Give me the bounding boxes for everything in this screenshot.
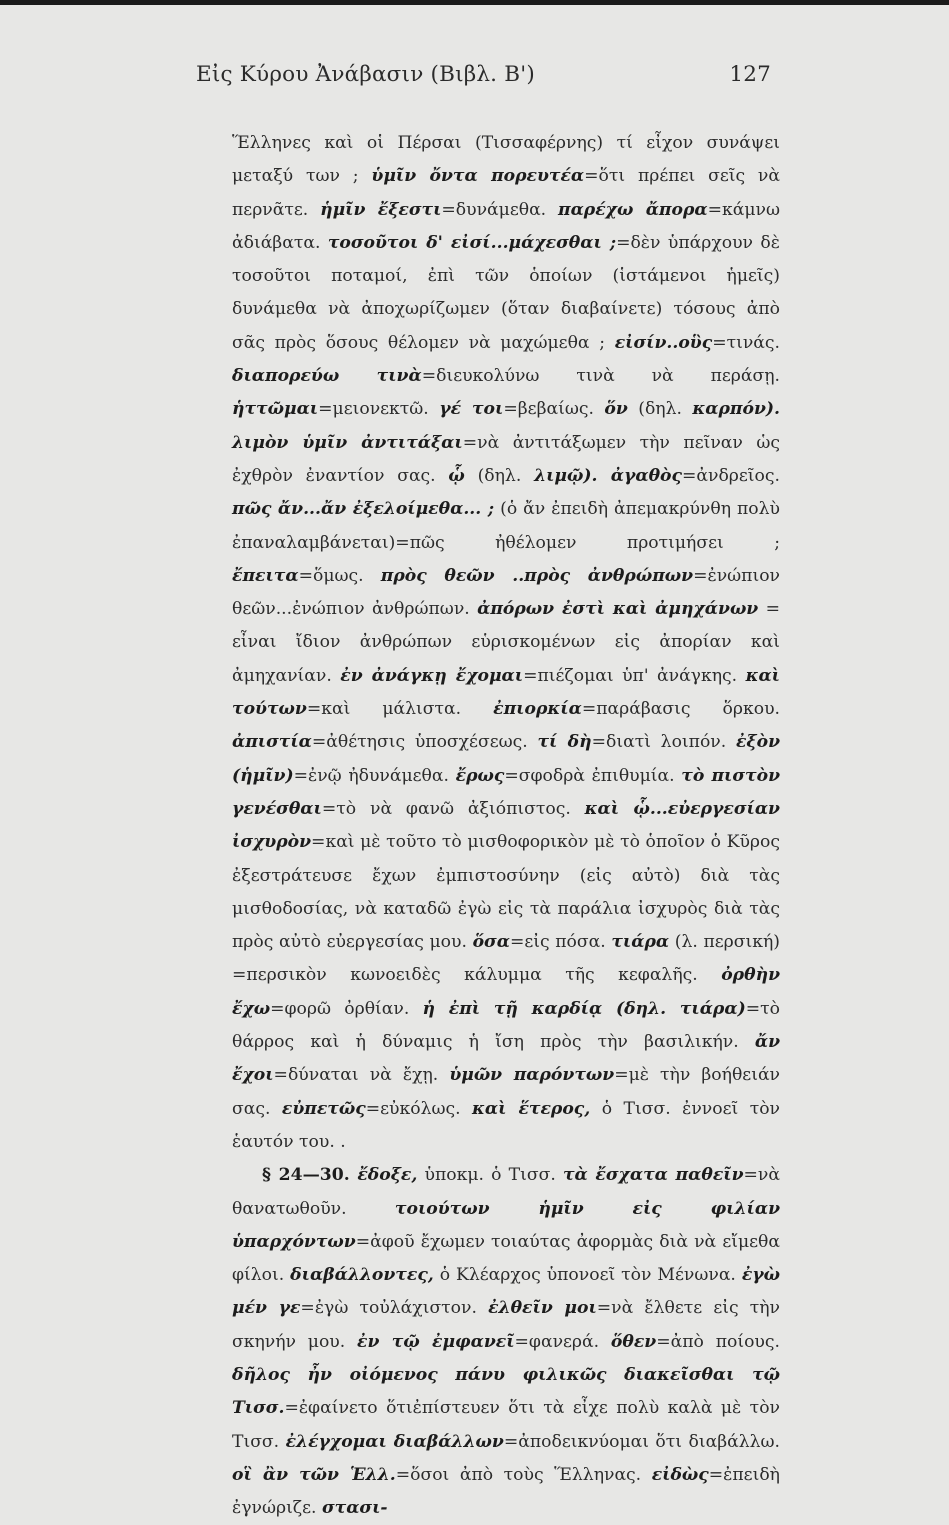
lemma: καρπόν). λιμὸν ὑμῖν ἀντιτάξαι	[232, 399, 781, 453]
gloss-text: =ἐγὼ τοὐλάχιστον.	[300, 1298, 489, 1319]
gloss-text: =κάμνω ἀδιάβατα.	[232, 199, 781, 253]
gloss-text: =τὸ θάρρος καὶ ἡ δύναμις ἡ ἴση πρὸς τὴν βασιλικήν.	[232, 998, 780, 1053]
lemma: ἡττῶμαι	[232, 399, 319, 420]
gloss-text: =ὅμως.	[298, 565, 381, 586]
lemma: εἰσίν..οὓς	[614, 332, 713, 353]
lemma: εἰδὼς	[651, 1464, 709, 1485]
lemma: οἳ ἂν τῶν Ἑλλ.	[232, 1464, 396, 1485]
gloss-text: =ἀπὸ ποίους.	[656, 1331, 780, 1352]
gloss-text: =διευκολύνω τινὰ νὰ περάσῃ.	[421, 366, 780, 387]
lemma: γέ τοι	[439, 399, 504, 420]
gloss-text: =βεβαίως.	[503, 399, 605, 420]
gloss-text: =δύναται νὰ ἔχῃ.	[273, 1065, 450, 1086]
lemma: ὀρθὴν ἔχω	[232, 965, 780, 1019]
gloss-text: =σφοδρὰ ἐπιθυμία.	[504, 765, 682, 786]
gloss-text: =καὶ μάλιστα.	[306, 699, 494, 720]
gloss-text: =καὶ μὲ τοῦτο τὸ μισθοφορικὸν μὲ τὸ ὁποῖον ὁ Κῦρος ἐξεστράτευσε ἔχων ἐμπιστοσύνην (εἰς αὐτὸ) διὰ τὰς μισθοδοσίας, νὰ καταδῶ ἐγὼ εἰς τὰ παράλια ἰσχυρὸς διὰ τὰς πρὸς αὐτὸ εὐεργεσίας μου.	[232, 832, 780, 953]
gloss-text: =εἰς πόσα.	[509, 932, 612, 953]
lemma: ἔδοξε,	[357, 1165, 418, 1186]
gloss-text: =φανερά.	[514, 1331, 611, 1352]
gloss-text: =ἐνώπιον θεῶν...ἐνώπιον ἀνθρώπων.	[232, 565, 780, 620]
gloss-text: (δηλ.	[464, 465, 535, 486]
page-number: 127	[729, 62, 771, 87]
lemma: ὑμῶν παρόντων	[449, 1065, 615, 1086]
gloss-text: =νὰ ἔλθετε εἰς τὴν σκηνήν μου.	[232, 1298, 780, 1352]
gloss-text: =δυνάμεθα.	[441, 199, 558, 220]
lemma: ὅσα	[472, 932, 510, 953]
section-paragraph	[232, 1159, 780, 1525]
gloss-text: (ὁ ἄν ἐπειδὴ ἀπεμακρύνθη πολὺ ἐπαναλαμβάνεται)=πῶς ἠθέλομεν προτιμήσει ;	[232, 499, 780, 553]
lemma: τοσοῦτοι δ' εἰσί...μάχεσθαι ;	[327, 232, 617, 253]
lemma: εὐπετῶς	[281, 1098, 366, 1119]
lemma: τί δὴ	[537, 732, 592, 753]
lemma: τιάρα	[611, 932, 670, 953]
lemma: τὸ πιστὸν γενέσθαι	[232, 765, 780, 819]
lemma: ἐπιορκία	[493, 699, 582, 720]
gloss-text: =μειονεκτῶ.	[318, 399, 440, 420]
gloss-text: ὁ Κλέαρχος ὑπονοεῖ τὸν Μένωνα.	[433, 1265, 742, 1286]
lemma: ἐλέγχομαι διαβάλλων	[285, 1431, 504, 1452]
lemma: ἡ ἐπὶ τῇ καρδίᾳ (δηλ. τιάρα)	[422, 998, 746, 1019]
scan-top-edge	[0, 0, 949, 5]
lemma: τοιούτων ἡμῖν εἰς φιλίαν ὑπαρχόντων	[232, 1198, 780, 1252]
gloss-text: =φορῶ ὀρθίαν.	[270, 998, 423, 1019]
lemma: στασι-	[321, 1498, 388, 1519]
gloss-text: =ἀθέτησις ὑποσχέσεως.	[311, 732, 538, 753]
gloss-text: =διατὶ λοιπόν.	[591, 732, 736, 753]
gloss-text: =ἀνδρεῖος.	[681, 465, 780, 486]
lemma: πῶς ἄν...ἄν ἐξελοίμεθα... ;	[232, 499, 495, 520]
gloss-text: = εἶναι ἴδιον ἀνθρώπων εὑρισκομένων εἰς ἀπορίαν καὶ ἀμηχανίαν.	[232, 599, 781, 686]
lemma: διαβάλλοντες,	[290, 1265, 434, 1286]
lemma: δῆλος ἦν οἰόμενος πάνυ φιλικῶς διακεῖσθαι τῷ Τισσ.	[232, 1364, 780, 1419]
gloss-text: Ἕλληνες καὶ οἱ Πέρσαι (Τισσαφέρνης) τί εἶχον συνάψει μεταξύ των ;	[232, 133, 780, 187]
lemma: ἐγὼ μέν γε	[232, 1265, 781, 1319]
gloss-text: =τινάς.	[712, 332, 780, 353]
lemma: καὶ ἕτερος,	[472, 1098, 591, 1119]
lemma: ᾧ	[448, 465, 465, 486]
gloss-text: =ὅσοι ἀπὸ τοὺς Ἕλληνας.	[395, 1464, 652, 1485]
gloss-text: =ἐφαίνετο ὅτιἐπίστευεν ὅτι τὰ εἶχε πολὺ καλὰ μὲ τὸν Τισσ.	[232, 1398, 780, 1452]
lemma: τὰ ἔσχατα παθεῖν	[562, 1165, 744, 1186]
commentary-text	[232, 127, 780, 1525]
gloss-text: =ἐπειδὴ ἐγνώριζε.	[232, 1464, 780, 1519]
gloss-text: =ὅτι πρέπει σεῖς νὰ περνᾶτε.	[232, 166, 780, 220]
gloss-text: ὑποκμ. ὁ Τισσ.	[417, 1165, 563, 1186]
lemma: ὅθεν	[610, 1331, 657, 1352]
gloss-text: =δὲν ὑπάρχουν δὲ τοσοῦτοι ποταμοί, ἐπὶ τῶν ὁποίων (ἱστάμενοι ἡμεῖς) δυνάμεθα νὰ ἀποχωρίζωμεν (ὅταν διαβαίνετε) τόσους ἀπὸ σᾶς πρὸς ὅσους θέλομεν νὰ μαχώμεθα ;	[232, 232, 780, 353]
gloss-text: =νὰ ἀντιτάξωμεν τὴν πεῖναν ὡς ἐχθρὸν ἐναντίον σας.	[232, 432, 780, 486]
lemma: λιμῷ). ἀγαθὸς	[534, 465, 682, 486]
lemma: παρέχω ἄπορα	[557, 199, 708, 220]
gloss-text: =ἀποδεικνύομαι ὅτι διαβάλλω.	[503, 1431, 780, 1452]
gloss-text: =πιέζομαι ὑπ' ἀνάγκης.	[523, 665, 746, 686]
lemma: ἔπειτα	[232, 565, 299, 586]
lemma: ἔρως	[455, 765, 505, 786]
lemma: ἐν τῷ ἐμφανεῖ	[357, 1331, 515, 1352]
lemma: ἀπόρων ἐστὶ καὶ ἀμηχάνων	[477, 599, 759, 620]
lemma: πρὸς θεῶν ..πρὸς ἀνθρώπων	[380, 565, 694, 586]
gloss-text: =τὸ νὰ φανῶ ἀξιόπιστος.	[321, 798, 585, 819]
gloss-text: =εὐκόλως.	[365, 1098, 473, 1119]
lemma: ἄν ἔχοι	[232, 1032, 780, 1086]
gloss-text: =παράβασις ὅρκου.	[581, 699, 780, 720]
gloss-text: =ἀφοῦ ἔχωμεν τοιαύτας ἀφορμὰς διὰ νὰ εἴμεθα φίλοι.	[232, 1231, 780, 1286]
gloss-text: (λ. περσική) =περσικὸν κωνοειδὲς κάλυμμα τῆς κεφαλῆς.	[232, 932, 781, 986]
lemma: ἐξὸν (ἡμῖν)	[232, 732, 781, 786]
gloss-text: =ἐνῷ ἠδυνάμεθα.	[293, 765, 456, 786]
gloss-text: =μὲ τὴν βοήθειάν σας.	[232, 1065, 780, 1119]
gloss-text: ὁ Τισσ. ἐννοεῖ τὸν ἑαυτόν του. .	[232, 1098, 780, 1152]
lemma: ἡμῖν ἔξεστι	[320, 199, 442, 220]
lemma: καὶ τούτων	[232, 665, 780, 720]
lemma: ὅν	[604, 399, 628, 420]
lemma: ἀπιστία	[232, 732, 312, 753]
lemma: ἐν ἀνάγκῃ ἔχομαι	[340, 665, 524, 686]
running-title: Εἰς Κύρου Ἀνάβασιν (Βιβλ. Β')	[196, 62, 535, 87]
gloss-text: (δηλ.	[627, 399, 693, 420]
lemma: καὶ ᾧ...εὐεργεσίαν ἰσχυρὸν	[232, 798, 780, 853]
section-marker: § 24—30.	[262, 1165, 358, 1186]
commentary-paragraph	[232, 127, 780, 1159]
gloss-text: =νὰ θανατωθοῦν.	[232, 1165, 780, 1219]
lemma: διαπορεύω τινὰ	[232, 366, 422, 387]
lemma: ὑμῖν ὄντα πορευτέα	[371, 166, 585, 187]
lemma: ἐλθεῖν μοι	[488, 1298, 597, 1319]
